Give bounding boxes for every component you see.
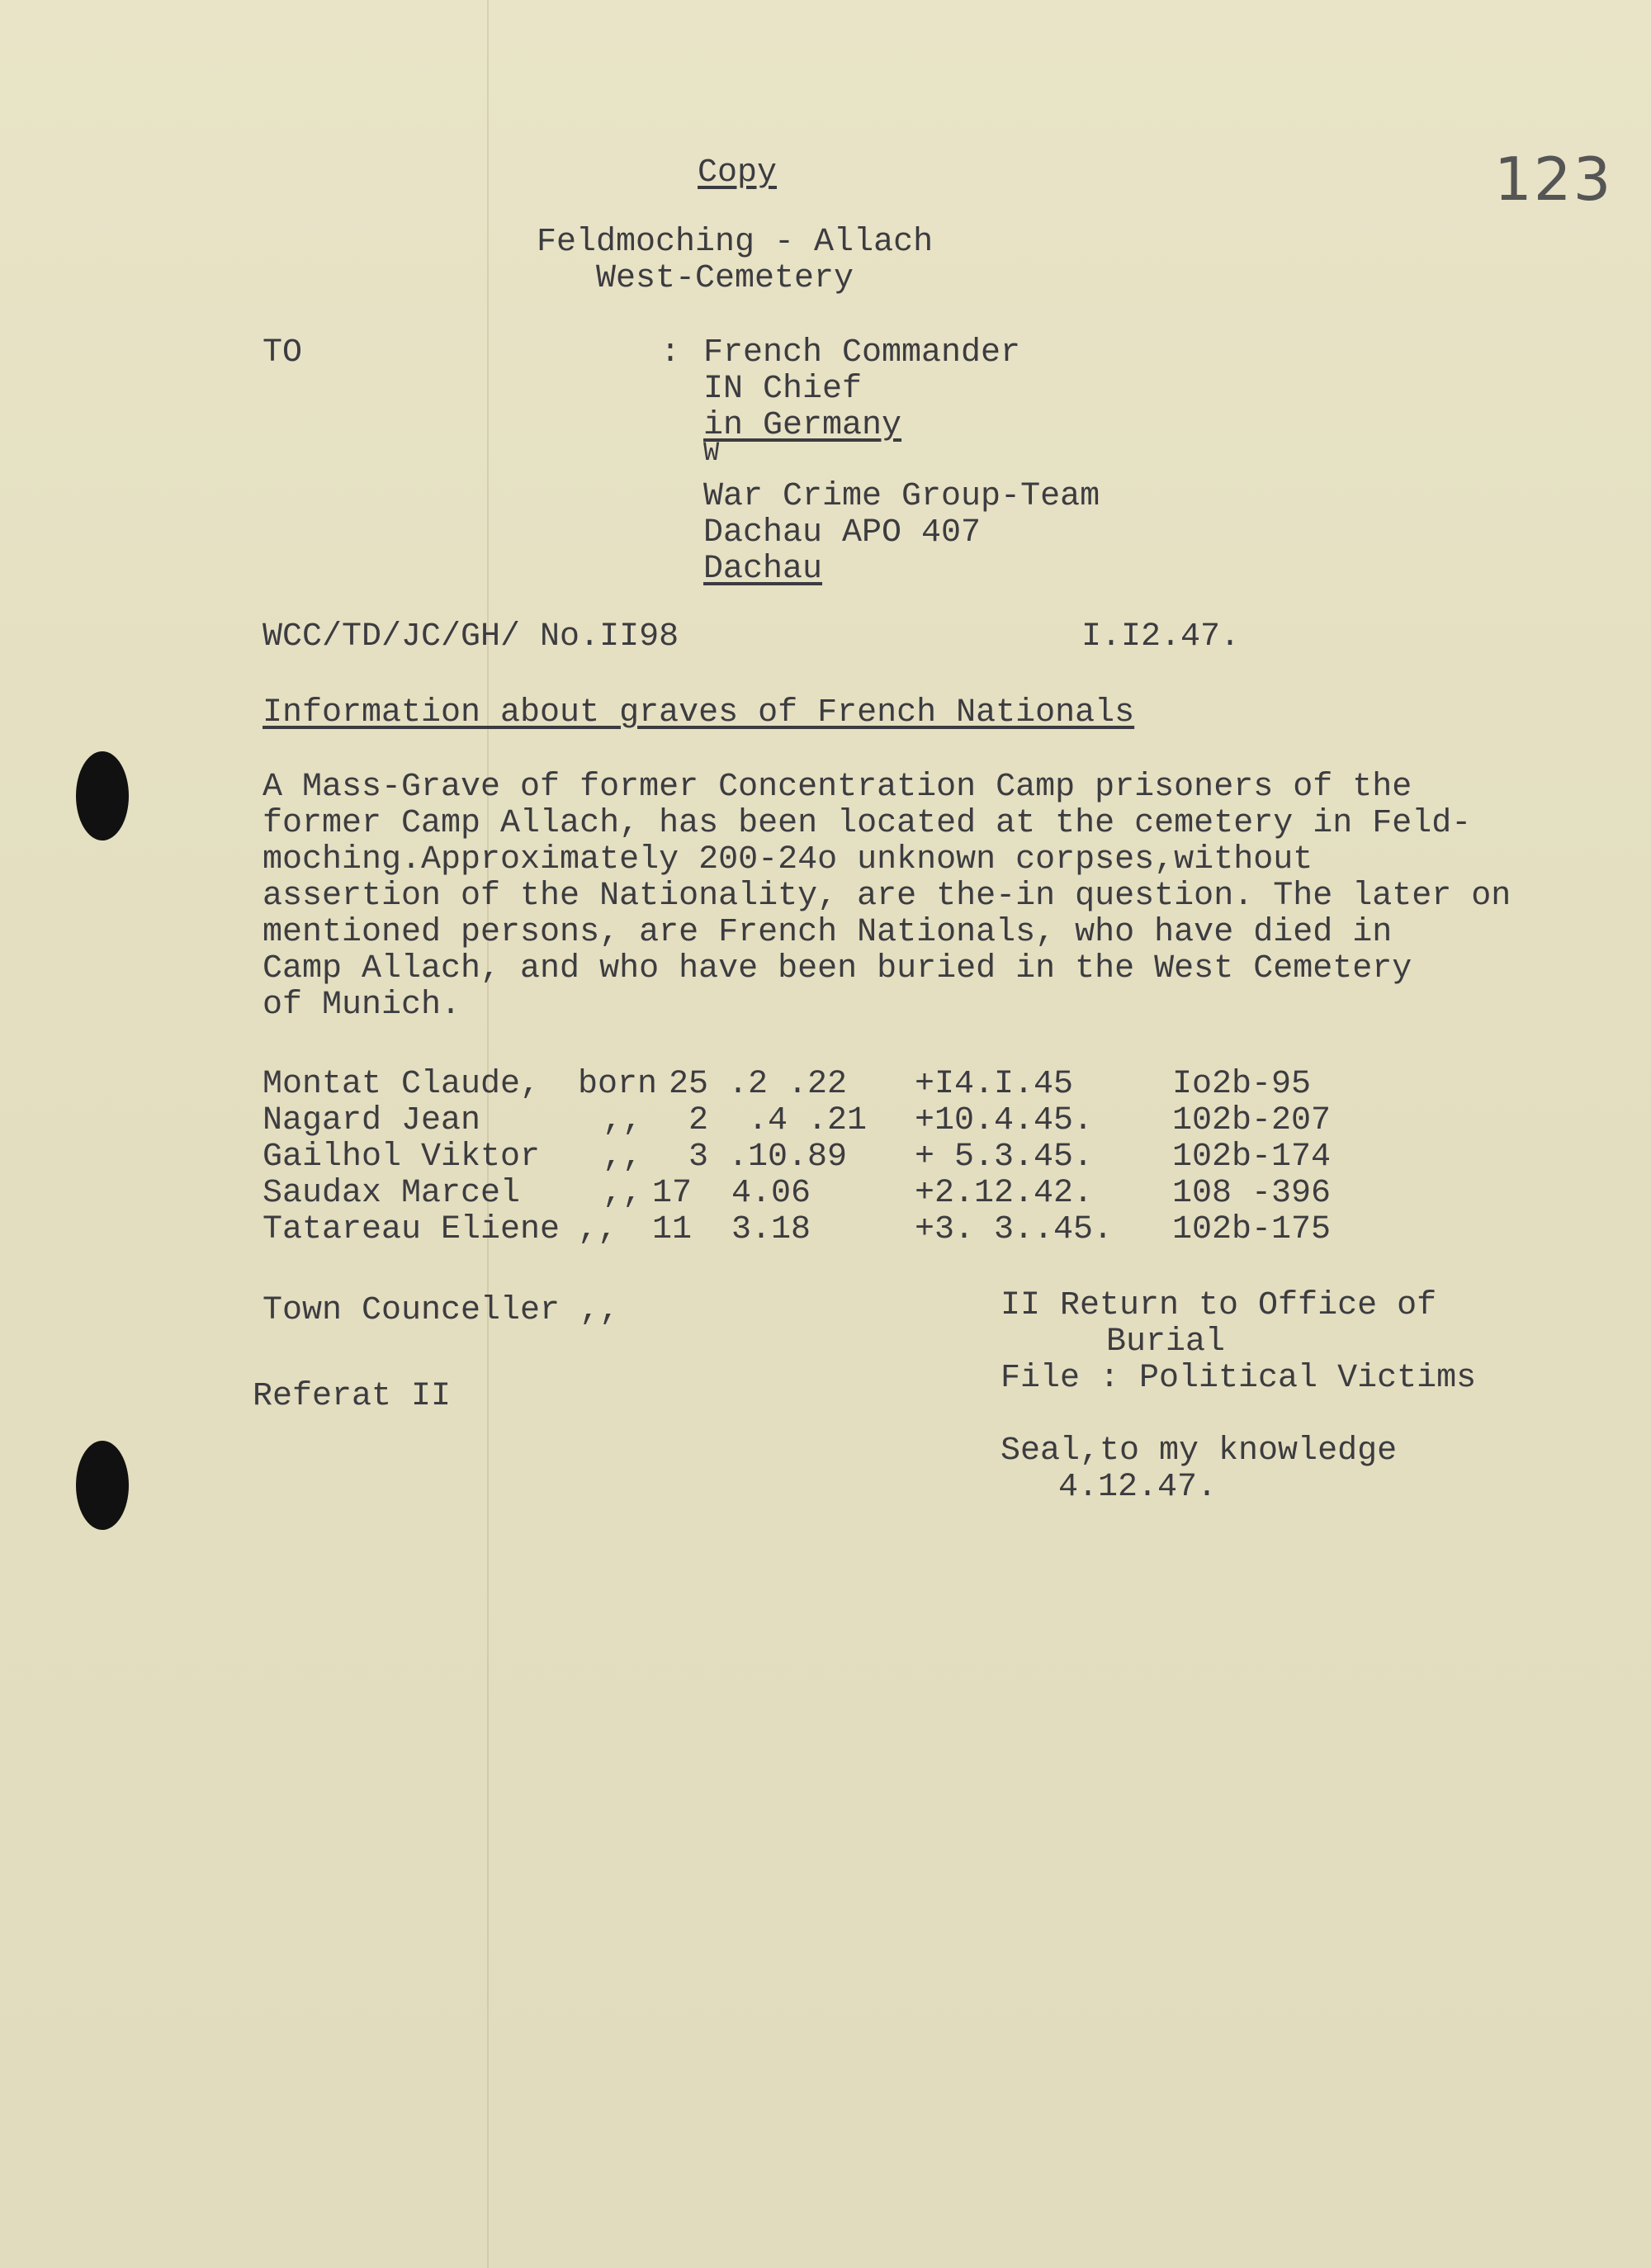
reference-number: WCC/TD/JC/GH/ No.II98 (263, 618, 679, 656)
person-born: ,, (578, 1211, 618, 1248)
person-dob: 3 .10.89 (688, 1139, 848, 1176)
recipient-line-1: French Commander (703, 334, 1021, 372)
return-line-2: Burial (1106, 1323, 1226, 1361)
file-line: File : Political Victims (1001, 1360, 1477, 1397)
person-dob: 25 .2 .22 (669, 1066, 848, 1103)
page-number: 123 (1494, 144, 1613, 214)
recipient-line-6: Dachau APO 407 (703, 514, 982, 552)
person-died: +2.12.42. (915, 1175, 1094, 1212)
recipient-colon: : (660, 334, 681, 372)
person-name: Saudax Marcel (263, 1175, 521, 1212)
person-ref: 102b-174 (1172, 1139, 1332, 1176)
person-ref: 102b-207 (1172, 1102, 1332, 1139)
person-ref: 102b-175 (1172, 1211, 1332, 1248)
reference-date: I.I2.47. (1081, 618, 1241, 656)
body-line-4: assertion of the Nationality, are the-in question. The later on (263, 878, 1511, 915)
town-counceller-line: Town Counceller ,, (263, 1292, 620, 1329)
body-line-3: moching.Approximately 200-24o unknown corpses,without (263, 841, 1313, 878)
body-line-5: mentioned persons, are French Nationals, who have died in (263, 914, 1393, 951)
place-line-2: West-Cemetery (596, 260, 854, 297)
person-name: Tatareau Eliene (263, 1211, 561, 1248)
person-born: ,, (603, 1139, 643, 1176)
return-line-1: II Return to Office of (1001, 1287, 1437, 1324)
paper-fold-line (487, 0, 489, 2268)
person-ref: Io2b-95 (1172, 1066, 1312, 1103)
seal-date: 4.12.47. (1058, 1469, 1218, 1506)
person-dob: 2 .4 .21 (688, 1102, 868, 1139)
person-dob: 11 3.18 (652, 1211, 811, 1248)
person-died: + 5.3.45. (915, 1139, 1094, 1176)
subject-line: Information about graves of French Nationals (263, 694, 1135, 732)
recipient-line-4: W (703, 438, 720, 468)
recipient-line-3: in Germany (703, 407, 902, 444)
referat-line: Referat II (253, 1378, 452, 1415)
person-name: Nagard Jean (263, 1102, 481, 1139)
person-born: born (578, 1066, 658, 1103)
person-dob: 17 4.06 (652, 1175, 811, 1212)
body-line-1: A Mass-Grave of former Concentration Camp prisoners of the (263, 769, 1412, 806)
punch-hole-top (76, 751, 129, 840)
person-ref: 108 -396 (1172, 1175, 1332, 1212)
body-line-7: of Munich. (263, 987, 461, 1024)
place-line-1: Feldmoching - Allach (537, 224, 934, 261)
copy-label: Copy (698, 154, 778, 192)
person-died: +I4.I.45 (915, 1066, 1074, 1103)
punch-hole-bottom (76, 1441, 129, 1530)
seal-line: Seal,to my knowledge (1001, 1432, 1398, 1470)
body-line-2: former Camp Allach, has been located at the cemetery in Feld- (263, 805, 1472, 842)
to-label: TO (263, 334, 303, 372)
person-born: ,, (603, 1175, 643, 1212)
person-died: +10.4.45. (915, 1102, 1094, 1139)
recipient-line-5: War Crime Group-Team (703, 478, 1100, 515)
person-name: Montat Claude, (263, 1066, 541, 1103)
person-name: Gailhol Viktor (263, 1139, 541, 1176)
body-line-6: Camp Allach, and who have been buried in the West Cemetery (263, 950, 1412, 987)
person-died: +3. 3..45. (915, 1211, 1114, 1248)
person-born: ,, (603, 1102, 643, 1139)
recipient-line-2: IN Chief (703, 371, 863, 408)
recipient-line-7: Dachau (703, 551, 823, 588)
